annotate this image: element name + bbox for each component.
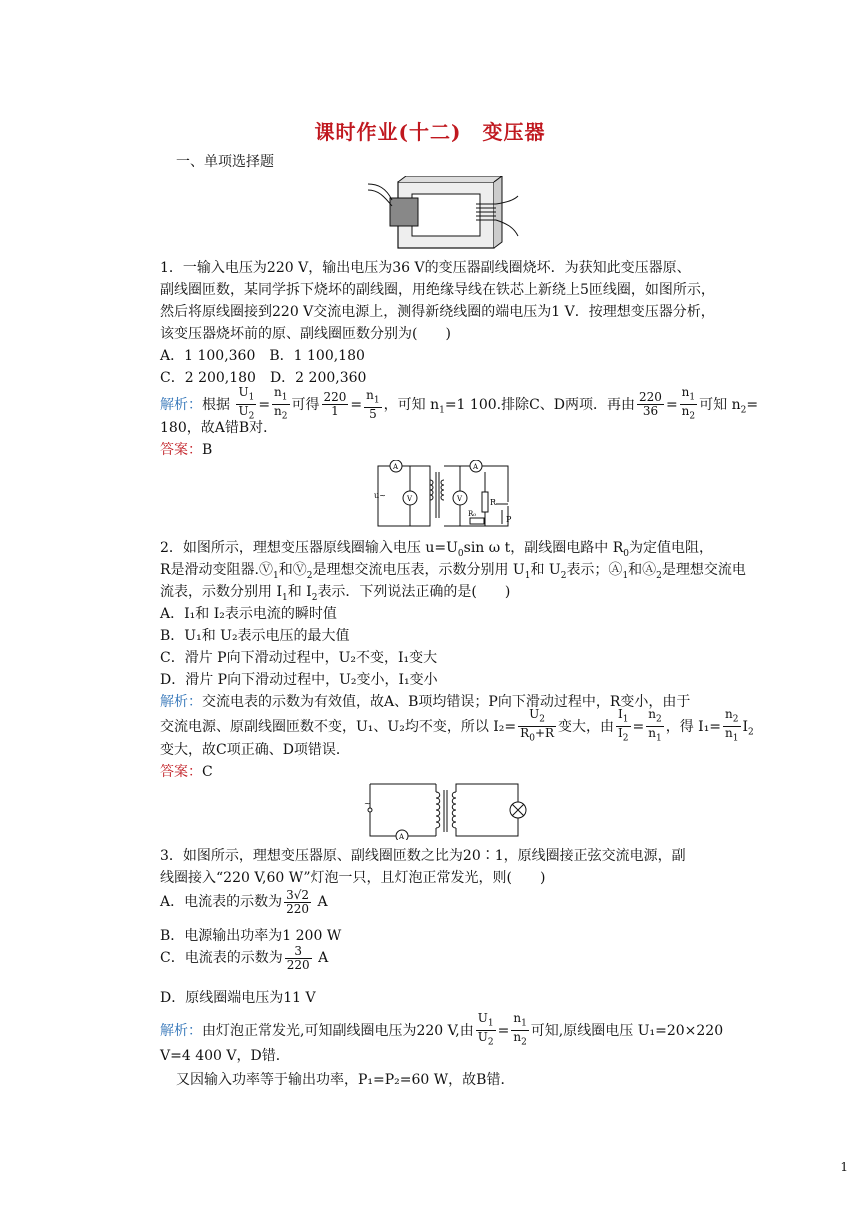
analysis-label: 解析：: [160, 396, 202, 413]
q2-stem-line-1: 2．如图所示，理想变压器原线圈输入电压 $u=U_0\sin$ ω t，副线圈电路中 $R_0$为定值电阻，: [160, 540, 713, 559]
q3-analysis-line-3: 又因输入功率等于输出功率，P₁=P₂=60 W，故B错．: [176, 1072, 515, 1088]
transformer-circuit-figure-2: [372, 460, 522, 530]
q1-stem-line-1: 1．一输入电压为220 V，输出电压为36 V的变压器副线圈烧坏．为获知此变压器原、: [160, 260, 691, 276]
svg-text:P: P: [506, 515, 512, 524]
svg-text:~: ~: [364, 799, 371, 808]
svg-text:V: V: [407, 495, 413, 503]
q3-analysis-line-2: V=4 400 V，D错．: [160, 1048, 290, 1064]
q1-stem-line-4: 该变压器烧坏前的原、副线圈匝数分别为( ): [160, 326, 451, 342]
q3-stem-line-1: 3．如图所示，理想变压器原、副线圈匝数之比为20∶1，原线圈接正弦交流电源，副: [160, 848, 686, 864]
q1-options-ab: A．1 100,360 B．1 100,180: [160, 348, 365, 364]
q1-stem-line-3: 然后将原线圈接到220 V交流电源上，测得新绕线圈的端电压为1 V．按理想变压器分析，: [160, 304, 715, 320]
q2-stem-line-2: R是滑动变阻器$.Ⓥ_1$和$Ⓥ_2$是理想交流电压表，示数分别用 $U_1$和 $U_2$表示；$Ⓐ_1$和$Ⓐ_2$是理想交流电: [160, 562, 746, 581]
svg-text:u~: u~: [374, 491, 386, 500]
svg-text:A: A: [473, 463, 479, 471]
q1-analysis-tail: 180，故A错B对．: [160, 420, 278, 436]
page-title: 课时作业(十二) 变压器: [314, 120, 546, 144]
q2-analysis-line-1: 解析：交流电表的示数为有效值，故A、B项均错误；P向下滑动过程中，R变小，由于: [160, 694, 691, 710]
svg-text:R: R: [490, 498, 497, 507]
svg-text:A: A: [393, 463, 399, 471]
q1-analysis: 解析：根据 $\frac{U_1}{U_2}$ = $\frac{n_1}{n_2}$ 可得 $\frac{220}{1}$ = $\frac{n_1}{5}$ ，可知 $n_1=1$ 100.排除C、D两项．再由 $\frac{220}{36}$ = $\frac{n_1}{n_2}$ 可知 $n_2=$: [160, 385, 759, 422]
svg-text:A: A: [399, 833, 405, 840]
q2-analysis-line-3: 变大，故C项正确、D项错误．: [160, 742, 350, 758]
q2-analysis-line-2: 交流电源、原副线圈匝数不变，U₁、U₂均不变，所以 I₂= $\frac{U_2}{R_0+R}$ 变大，由 $\frac{I_1}{I_2}$ = $\frac{n_2}{n_1}$ ，得 I₁= $\frac{n_2}{n_1}$ $I_2$: [160, 707, 754, 744]
q2-option-c: C．滑片 P向下滑动过程中，U₂不变，I₁变大: [160, 650, 438, 666]
q1-options-cd: C．2 200,180 D．2 200,360: [160, 370, 367, 386]
q3-option-c: C．电流表的示数为 $\frac{3}{220}$ A: [160, 943, 329, 972]
svg-text:V: V: [457, 495, 463, 503]
q3-stem-line-2: 线圈接入“220 V,60 W”灯泡一只，且灯泡正常发光，则( ): [160, 870, 546, 886]
transformer-circuit-figure-3: [364, 780, 528, 840]
q1-stem-line-2: 副线圈匝数，某同学拆下烧坏的副线圈，用绝缘导线在铁芯上新绕上5匝线圈，如图所示，: [160, 282, 715, 298]
transformer-core-figure: [368, 176, 520, 252]
q3-option-a: A．电流表的示数为 $\frac{3√2}{220}$ A: [160, 887, 328, 916]
q3-option-b: B．电源输出功率为1 200 W: [160, 928, 342, 944]
q2-stem-line-3: 流表，示数分别用 $I_1$和 $I_2$表示．下列说法正确的是( ): [160, 584, 511, 603]
q3-option-d: D．原线圈端电压为11 V: [160, 990, 316, 1006]
svg-text:R₀: R₀: [468, 510, 477, 518]
q2-option-b: B．U₁和 U₂表示电压的最大值: [160, 628, 350, 644]
section-heading: 一、单项选择题: [176, 154, 274, 170]
q3-analysis-line-1: 解析：由灯泡正常发光,可知副线圈电压为220 V,由 $\frac{U_1}{U_2}$ = $\frac{n_1}{n_2}$ 可知,原线圈电压 U₁=20×220: [160, 1011, 724, 1048]
q2-answer: 答案：C: [160, 764, 213, 780]
q1-answer: 答案：B: [160, 442, 213, 458]
q2-option-a: A．I₁和 I₂表示电流的瞬时值: [160, 606, 337, 622]
q2-option-d: D．滑片 P向下滑动过程中，U₂变小，I₁变小: [160, 672, 438, 688]
page-number: 1: [840, 1160, 848, 1174]
